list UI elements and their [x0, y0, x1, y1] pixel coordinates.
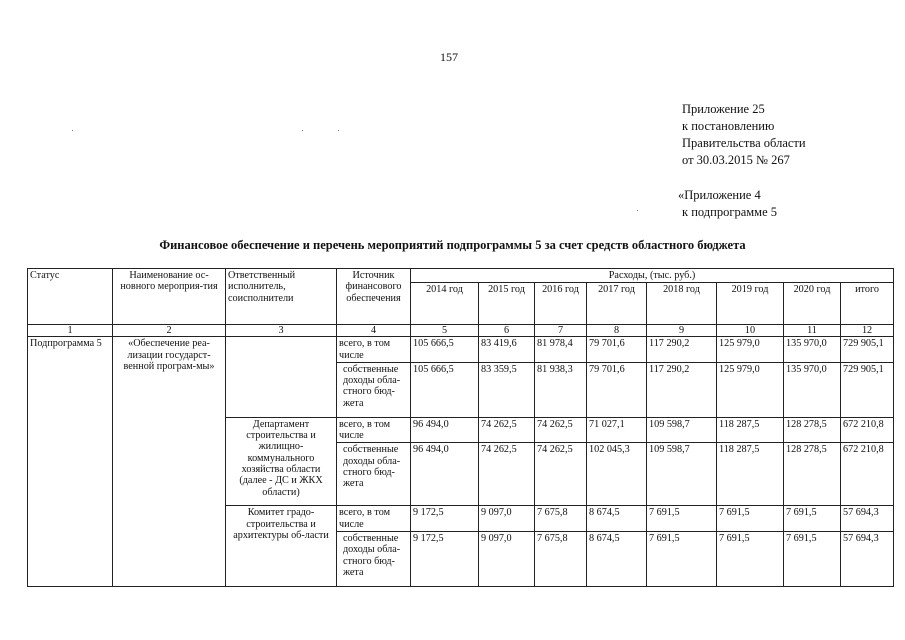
value-cell: 105 666,5 — [411, 337, 479, 363]
value-cell: 83 419,6 — [479, 337, 535, 363]
finance-table — [27, 268, 894, 587]
value-cell: 128 278,5 — [784, 443, 841, 506]
header-year: 2015 год — [479, 283, 535, 325]
header-year: 2020 год — [784, 283, 841, 325]
value-cell: 74 262,5 — [535, 443, 587, 506]
value-cell: 7 691,5 — [784, 506, 841, 532]
status-cell: Подпрограмма 5 — [28, 337, 113, 587]
scan-speck — [338, 130, 339, 131]
value-cell: 9 097,0 — [479, 532, 535, 587]
value-cell: 9 172,5 — [411, 532, 479, 587]
scan-speck — [637, 210, 638, 211]
measure-cell: «Обеспечение реа-лизации государст-венной програм-мы» — [113, 337, 226, 587]
column-number-row — [28, 325, 894, 337]
appendix-block — [682, 101, 806, 169]
column-number: 10 — [717, 325, 784, 337]
column-number: 7 — [535, 325, 587, 337]
header-executor: Ответственный исполнитель, соисполнители — [226, 269, 337, 325]
value-cell: 7 675,8 — [535, 506, 587, 532]
value-cell: 105 666,5 — [411, 362, 479, 417]
value-cell: 74 262,5 — [479, 417, 535, 443]
scan-speck — [302, 130, 303, 131]
header-measure: Наименование ос-новного мероприя-тия — [113, 269, 226, 325]
column-number: 4 — [337, 325, 411, 337]
value-cell: 125 979,0 — [717, 362, 784, 417]
scan-speck — [72, 130, 73, 131]
column-number: 1 — [28, 325, 113, 337]
header-year: 2018 год — [647, 283, 717, 325]
appendix-line: Правительства области — [682, 136, 806, 150]
column-number: 2 — [113, 325, 226, 337]
value-cell: 57 694,3 — [841, 532, 894, 587]
value-cell: 96 494,0 — [411, 443, 479, 506]
source-cell: собственные доходы обла-стного бюд-жета — [337, 532, 411, 587]
document-title: Финансовое обеспечение и перечень мероприятий подпрограммы 5 за счет средств областного бюджета — [159, 238, 746, 252]
value-cell: 74 262,5 — [535, 417, 587, 443]
value-cell: 7 691,5 — [647, 532, 717, 587]
column-number: 11 — [784, 325, 841, 337]
value-cell: 102 045,3 — [587, 443, 647, 506]
appendix-subblock — [678, 187, 777, 221]
source-cell: всего, в том числе — [337, 417, 411, 443]
value-cell: 7 691,5 — [647, 506, 717, 532]
value-cell: 125 979,0 — [717, 337, 784, 363]
header-expenses: Расходы, (тыс. руб.) — [411, 269, 894, 283]
value-cell: 672 210,8 — [841, 417, 894, 443]
value-cell: 83 359,5 — [479, 362, 535, 417]
value-cell: 109 598,7 — [647, 443, 717, 506]
value-cell: 81 938,3 — [535, 362, 587, 417]
value-cell: 9 172,5 — [411, 506, 479, 532]
source-cell: всего, в том числе — [337, 506, 411, 532]
header-year: 2019 год — [717, 283, 784, 325]
value-cell: 9 097,0 — [479, 506, 535, 532]
value-cell: 118 287,5 — [717, 417, 784, 443]
column-number: 12 — [841, 325, 894, 337]
header-total: итого — [841, 283, 894, 325]
appendix-line: к постановлению — [682, 119, 775, 133]
value-cell: 79 701,6 — [587, 337, 647, 363]
value-cell: 109 598,7 — [647, 417, 717, 443]
table-row — [28, 337, 894, 363]
value-cell: 96 494,0 — [411, 417, 479, 443]
header-year: 2016 год — [535, 283, 587, 325]
header-source: Источник финансового обеспечения — [337, 269, 411, 325]
header-year: 2017 год — [587, 283, 647, 325]
value-cell: 729 905,1 — [841, 337, 894, 363]
appendix-line: «Приложение 4 — [678, 188, 761, 202]
value-cell: 81 978,4 — [535, 337, 587, 363]
value-cell: 135 970,0 — [784, 362, 841, 417]
value-cell: 7 675,8 — [535, 532, 587, 587]
source-cell: собственные доходы обла-стного бюд-жета — [337, 443, 411, 506]
appendix-line: от 30.03.2015 № 267 — [682, 153, 790, 167]
appendix-line: к подпрограмме 5 — [682, 205, 777, 219]
column-number: 9 — [647, 325, 717, 337]
source-cell: собственные доходы обла-стного бюд-жета — [337, 362, 411, 417]
value-cell: 135 970,0 — [784, 337, 841, 363]
column-number: 3 — [226, 325, 337, 337]
column-number: 5 — [411, 325, 479, 337]
value-cell: 118 287,5 — [717, 443, 784, 506]
column-number: 6 — [479, 325, 535, 337]
value-cell: 8 674,5 — [587, 506, 647, 532]
value-cell: 7 691,5 — [717, 506, 784, 532]
column-number: 8 — [587, 325, 647, 337]
executor-cell: Комитет градо-строительства и архитектуры об-ласти — [226, 506, 337, 587]
value-cell: 128 278,5 — [784, 417, 841, 443]
value-cell: 71 027,1 — [587, 417, 647, 443]
value-cell: 7 691,5 — [717, 532, 784, 587]
source-cell: всего, в том числе — [337, 337, 411, 363]
header-status: Статус — [28, 269, 113, 325]
value-cell: 729 905,1 — [841, 362, 894, 417]
page-number: 157 — [440, 50, 458, 64]
executor-cell: Департамент строительства и жилищно-коммунального хозяйства области (далее - ДС и ЖКХ области) — [226, 417, 337, 506]
executor-cell — [226, 337, 337, 418]
value-cell: 117 290,2 — [647, 362, 717, 417]
value-cell: 7 691,5 — [784, 532, 841, 587]
value-cell: 672 210,8 — [841, 443, 894, 506]
value-cell: 74 262,5 — [479, 443, 535, 506]
value-cell: 79 701,6 — [587, 362, 647, 417]
value-cell: 57 694,3 — [841, 506, 894, 532]
appendix-line: Приложение 25 — [682, 102, 765, 116]
value-cell: 117 290,2 — [647, 337, 717, 363]
header-year: 2014 год — [411, 283, 479, 325]
value-cell: 8 674,5 — [587, 532, 647, 587]
